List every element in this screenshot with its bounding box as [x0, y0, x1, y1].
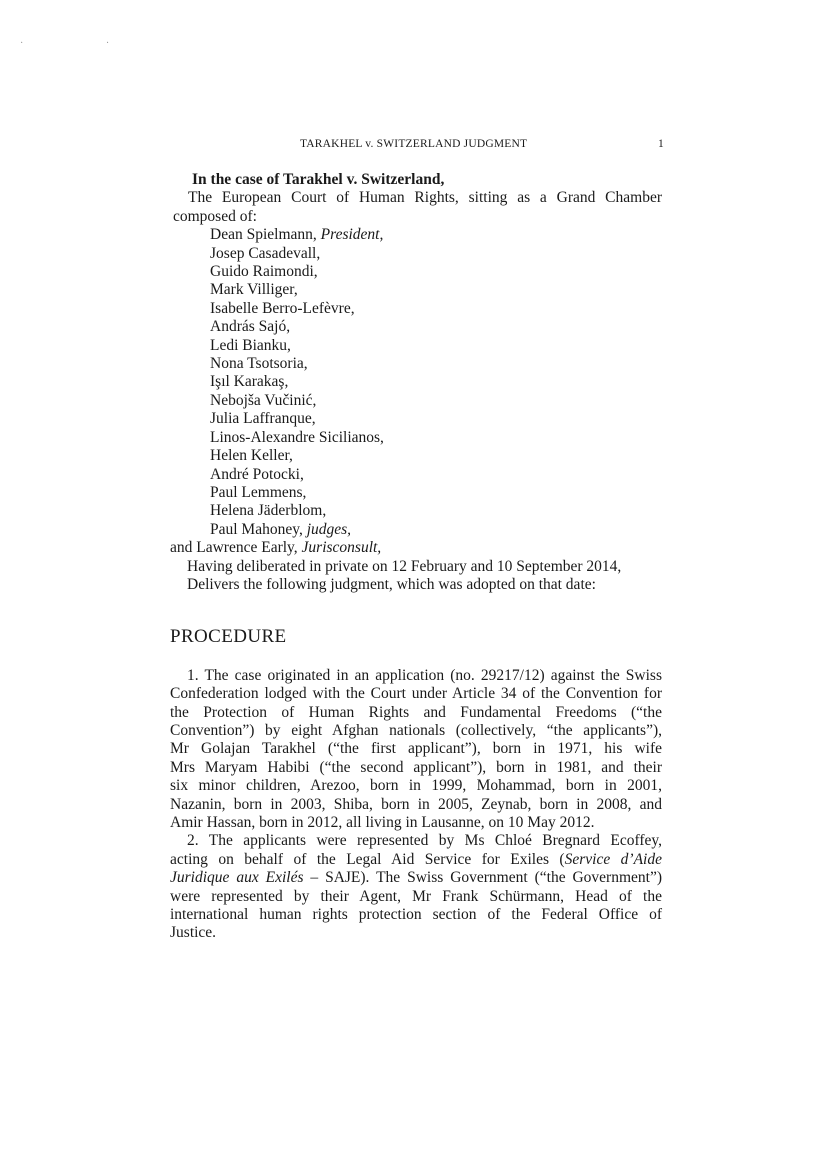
judge-item: Ledi Bianku, — [210, 336, 291, 354]
judge-item: Işıl Karakaş, — [210, 373, 289, 391]
judge-item: Helena Jäderblom, — [210, 502, 327, 520]
judgment-body — [170, 171, 662, 943]
running-title: TARAKHEL v. SWITZERLAND JUDGMENT — [300, 138, 528, 150]
scan-specks: · · — [20, 38, 150, 49]
paragraph-1: 1. The case originated in an application (no. 29217/12) against the Swiss Confederation lodged with the Court under Article 34 of the Convention for the Protection of Human Rights and Fundamental Freedoms (“the Convention”) by eight Afghan nationals (collectively, “the applicants”), Mr Golajan Tarakhel (“the first applicant”), born in 1971, his wife Mrs Maryam Habibi (“the second applicant”), born in 1981, and their six minor children, Arezoo, born in 1999, Mohammad, born in 2001, Nazanin, born in 2003, Shiba, born in 2005, Zeynab, born in 2008, and Amir Hassan, born in 2012, all living in Lausanne, on 10 May 2012. — [170, 666, 662, 831]
court-composition-continuation: composed of: — [173, 207, 257, 225]
deliberation-line: Having deliberated in private on 12 February and 10 September 2014, — [187, 557, 622, 575]
registrar-line: and Lawrence Early, Jurisconsult, — [170, 539, 382, 557]
judge-item: Nebojša Vučinić, — [210, 391, 317, 409]
paragraph-2: 2. The applicants were represented by Ms Chloé Bregnard Ecoffey, acting on behalf of the Legal Aid Service for Exiles (Service d’Aide Juridique aux Exilés – SAJE). The Swiss Government (“the Government”) were represented by their Agent, Mr Frank Schürmann, Head of the international human rights protection section of the Federal Office of Justice. — [170, 832, 663, 942]
delivery-line: Delivers the following judgment, which was adopted on that date: — [187, 575, 596, 593]
intro — [170, 171, 662, 226]
judge-item: András Sajó, — [210, 318, 291, 336]
judge-item: Mark Villiger, — [210, 281, 298, 299]
page-number: 1 — [658, 138, 664, 150]
judge-item: Nona Tsotsoria, — [210, 355, 308, 373]
judge-item: Linos-Alexandre Sicilianos, — [210, 428, 384, 446]
judge-item: André Potocki, — [210, 465, 304, 483]
judge-item: Julia Laffranque, — [210, 410, 316, 428]
judge-item: Helen Keller, — [210, 447, 293, 465]
judges-list — [170, 226, 662, 539]
judge-item: Isabelle Berro-Lefèvre, — [210, 299, 355, 317]
judge-item: Guido Raimondi, — [210, 263, 318, 281]
case-title: In the case of Tarakhel v. Switzerland, — [192, 171, 445, 188]
judge-item: Paul Mahoney, judges, — [210, 520, 352, 538]
judge-item: Dean Spielmann, President, — [210, 226, 384, 244]
court-composition-line: The European Court of Human Rights, sitting as a Grand Chamber — [188, 189, 662, 207]
section-heading-procedure: PROCEDURE — [170, 626, 287, 648]
judge-item: Paul Lemmens, — [210, 483, 307, 501]
judge-item: Josep Casadevall, — [210, 244, 321, 262]
